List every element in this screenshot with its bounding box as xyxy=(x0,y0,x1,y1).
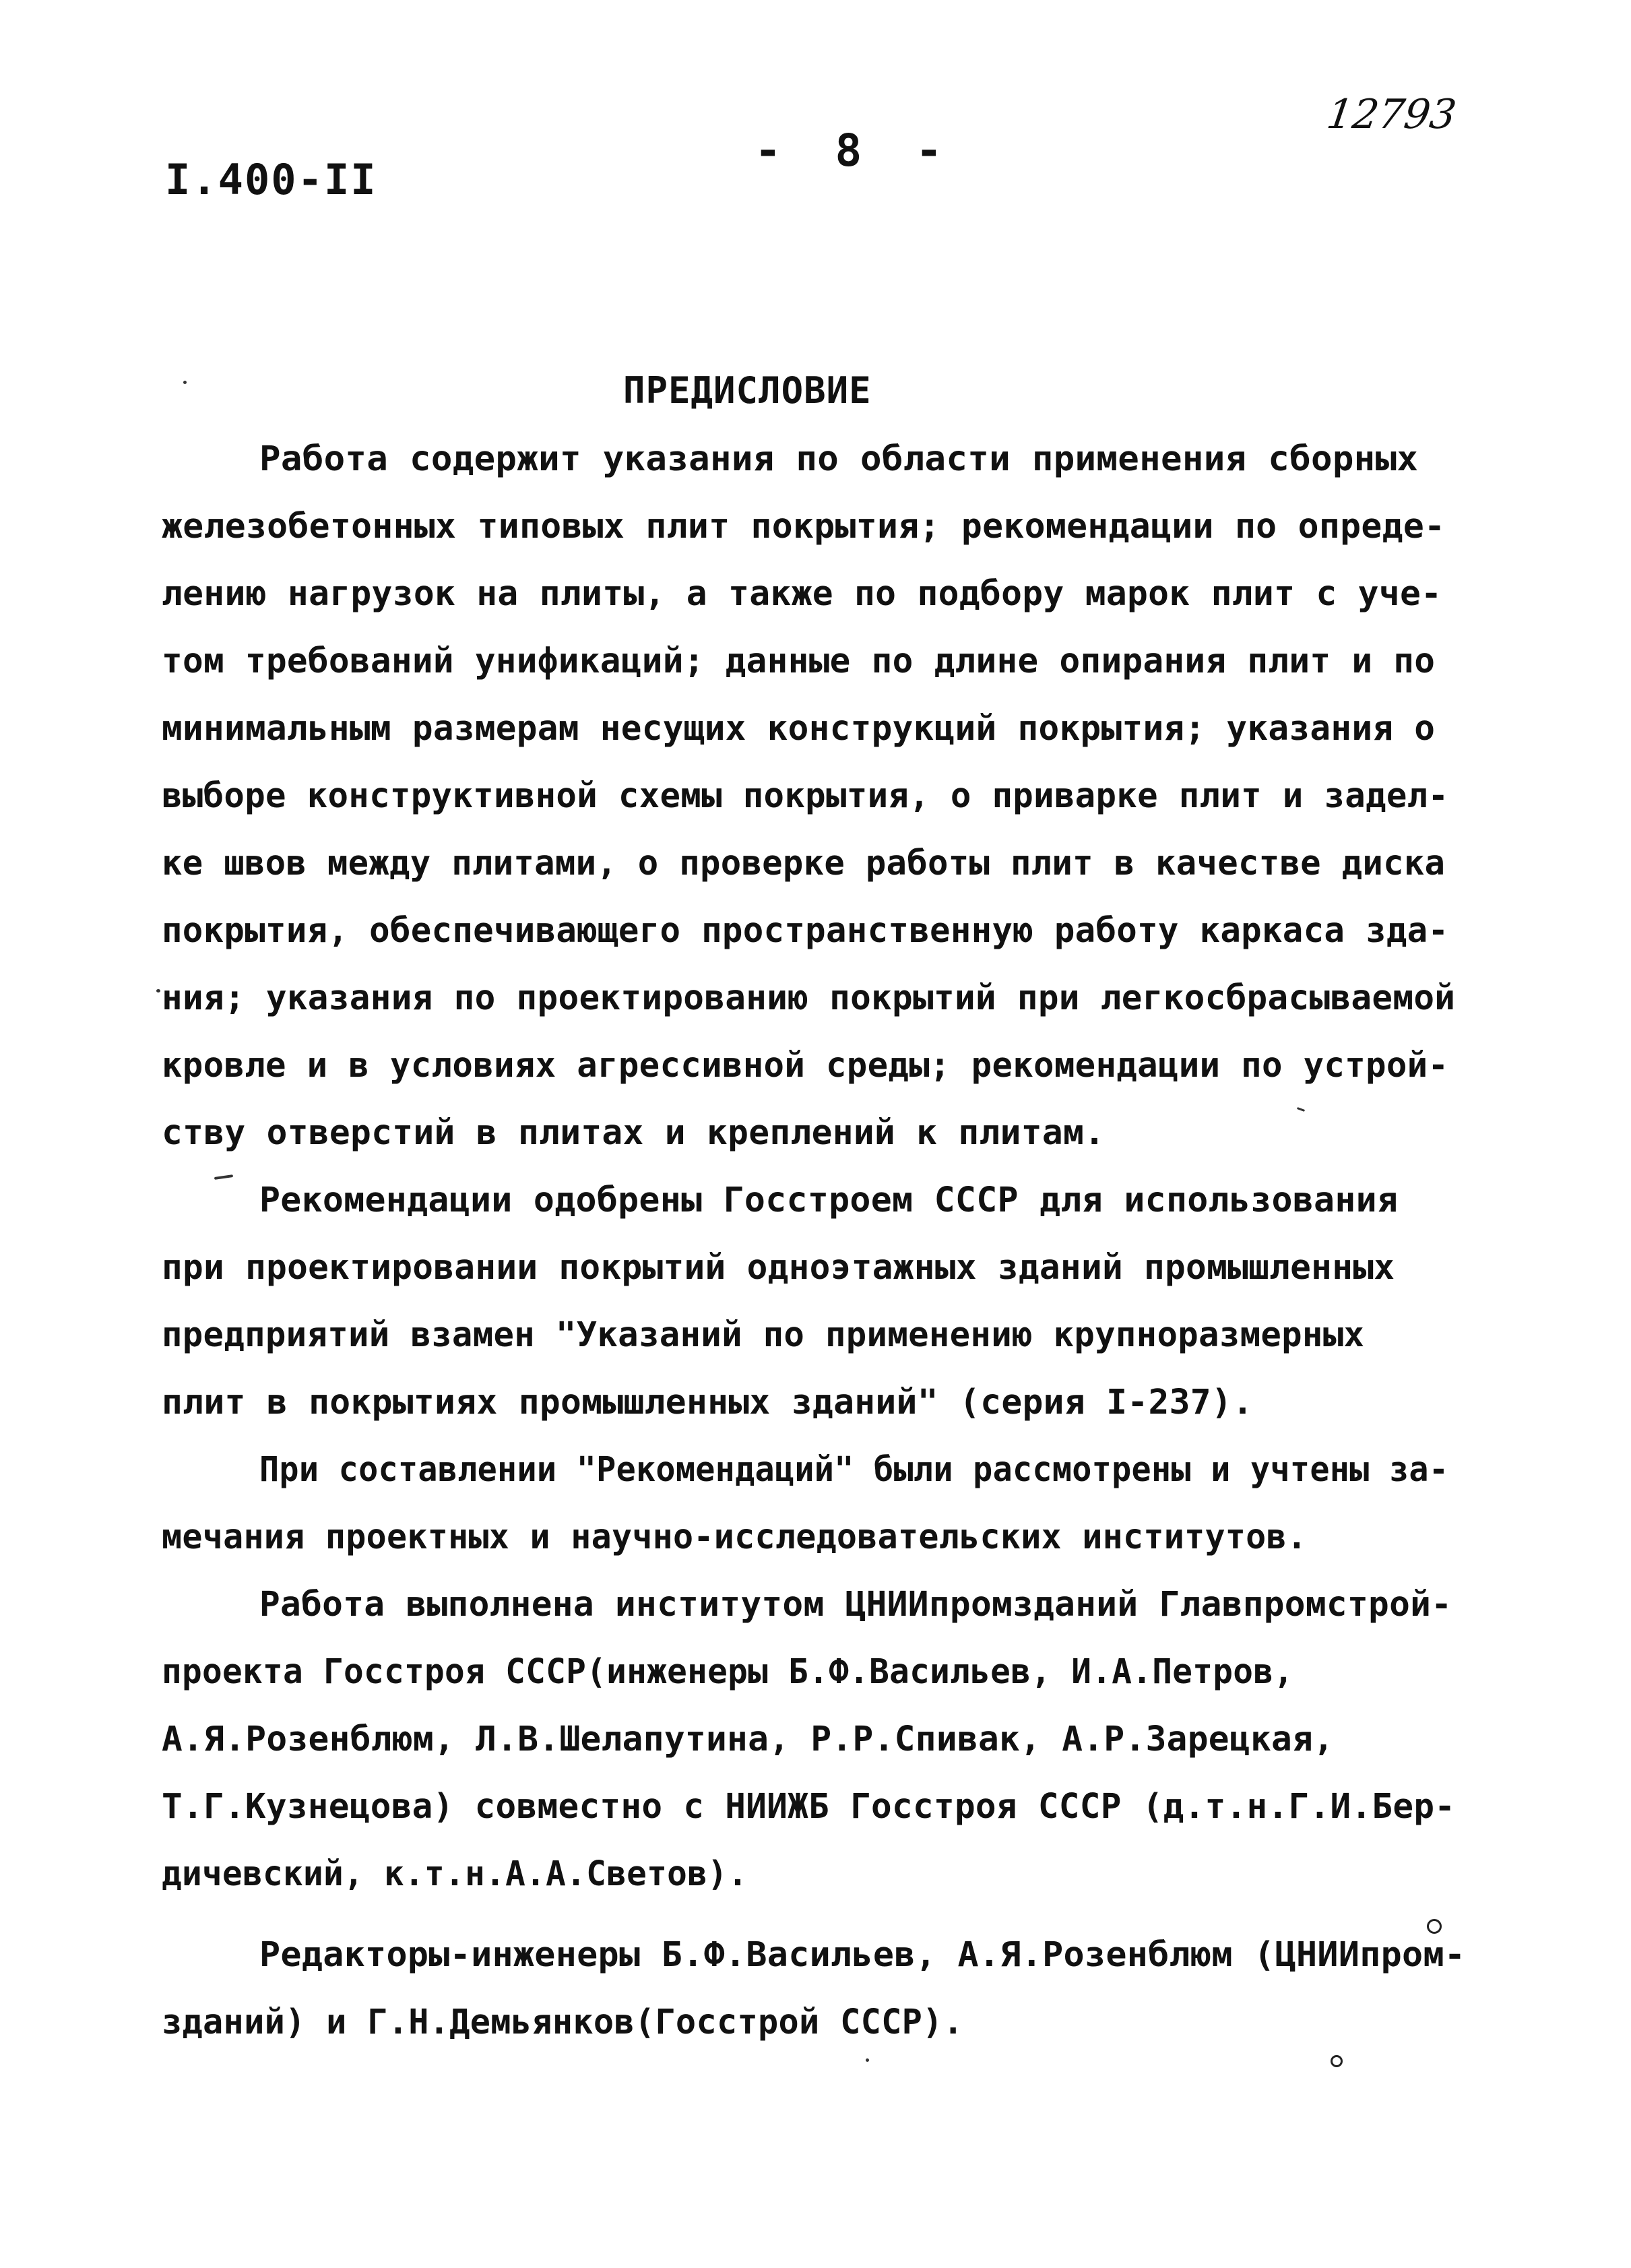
document-title: ПРЕДИСЛОВИЕ xyxy=(623,369,872,412)
body-line: том требований унификаций; данные по длине опирания плит и по xyxy=(162,641,1436,681)
body-line: Работа выполнена институтом ЦНИИпромзданий Главпромстрой- xyxy=(259,1585,1452,1625)
body-line: мечания проектных и научно-исследовательских институтов. xyxy=(162,1517,1308,1557)
body-line: ке швов между плитами, о проверке работы плит в качестве диска xyxy=(162,844,1446,883)
scan-speck xyxy=(214,1174,233,1180)
body-line: ству отверстий в плитах и креплений к плитам. xyxy=(162,1113,1106,1153)
scan-speck xyxy=(183,381,187,384)
scan-speck xyxy=(1297,1107,1305,1112)
scan-speck xyxy=(156,989,160,993)
punch-mark xyxy=(1427,1919,1442,1934)
scan-speck xyxy=(866,2058,869,2062)
body-line: А.Я.Розенблюм, Л.В.Шелапутина, Р.Р.Спивак, А.Р.Зарецкая, xyxy=(162,1720,1335,1759)
body-line: дичевский, к.т.н.А.А.Светов). xyxy=(162,1854,748,1894)
page-number: - 8 - xyxy=(755,125,956,177)
body-line: предприятий взамен "Указаний по применению крупноразмерных xyxy=(162,1315,1365,1355)
body-line: минимальным размерам несущих конструкций покрытия; указания о xyxy=(162,709,1436,749)
body-line: железобетонных типовых плит покрытия; рекомендации по опреде- xyxy=(162,507,1446,546)
body-line: лению нагрузок на плиты, а также по подбору марок плит с уче- xyxy=(162,574,1442,614)
body-line: при проектировании покрытий одноэтажных зданий промышленных xyxy=(162,1248,1395,1288)
body-line: ния; указания по проектированию покрытий при легкосбрасываемой xyxy=(162,978,1456,1018)
body-line: проекта Госстроя СССР(инженеры Б.Ф.Васильев, И.А.Петров, xyxy=(162,1652,1294,1692)
body-line: Работа содержит указания по области применения сборных xyxy=(259,439,1419,479)
body-line: При составлении "Рекомендаций" были рассмотрены и учтены за- xyxy=(259,1450,1449,1490)
body-line: зданий) и Г.Н.Демьянков(Госстрой СССР). xyxy=(162,2003,964,2042)
body-line: кровле и в условиях агрессивной среды; рекомендации по устрой- xyxy=(162,1046,1449,1085)
body-line: покрытия, обеспечивающего пространственную работу каркаса зда- xyxy=(162,911,1449,951)
body-line: Т.Г.Кузнецова) совместно с НИИЖБ Госстроя СССР (д.т.н.Г.И.Бер- xyxy=(162,1787,1456,1827)
punch-mark xyxy=(1331,2055,1343,2067)
body-line: Редакторы-инженеры Б.Ф.Васильев, А.Я.Розенблюм (ЦНИИпром- xyxy=(259,1935,1466,1975)
archive-number: 12793 xyxy=(1324,91,1459,138)
body-line: Рекомендации одобрены Госстроем СССР для использования xyxy=(259,1180,1399,1220)
body-line: плит в покрытиях промышленных зданий" (серия I-237). xyxy=(162,1383,1254,1422)
body-line: выборе конструктивной схемы покрытия, о приварке плит и задел- xyxy=(162,776,1449,816)
series-code: I.400-II xyxy=(165,155,377,204)
